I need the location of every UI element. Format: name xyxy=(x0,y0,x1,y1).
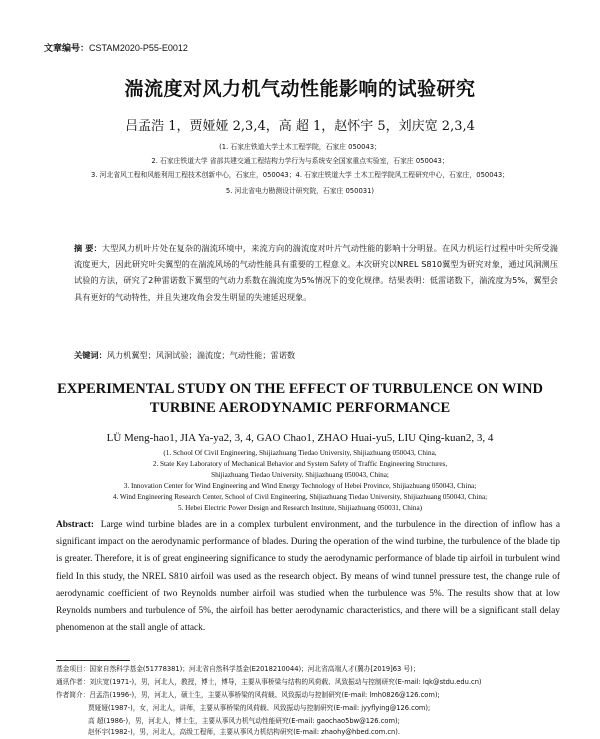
chinese-affiliation: (1. 石家庄铁道大学土木工程学院，石家庄 050043； xyxy=(219,143,381,151)
english-authors: LÜ Meng-hao1, JIA Ya-ya2, 3, 4, GAO Chao1, ZHAO Huai-yu5, LIU Qing-kuan2, 3, 4 xyxy=(106,432,494,444)
chinese-keywords-label: 关键词： xyxy=(74,350,107,360)
footnote-funding: 基金项目：国家自然科学基金(51778381)；河北省自然科学基金(E2018210044)；河北省高端人才(冀办[2019]63 号)； xyxy=(56,665,420,673)
article-number-value: CSTAM2020-P55-E0012 xyxy=(89,43,188,53)
english-abstract-text: Large wind turbine blades are in a complex turbulent environment, and the turbulence in the direction of inflow has a significant impact on the aerodynamic performance of blades. During the operation of the wind turbine, the turbulence of the blade tip is greater. Therefore, it is of great engineering significance to study the aerodynamic performance of blade tip airfoil in turbulent wind field In this study, the NREL S810 airfoil was used as the research object. By means of wind tunnel pressure test, the change rule of aerodynamic coefficient of two Reynolds number airfoil was studied when the turbulence was 5%. The results show that at low Reynolds numbers and turbulence of 5%, the airfoil has better aerodynamic characteristics, and there will be a significant stall delay phenomenon at the stall angle of attack. xyxy=(56,520,561,634)
english-affiliation: 5. Hebei Electric Power Design and Research Institute, Shijiazhuang 050031, China) xyxy=(177,504,423,512)
chinese-abstract-text: 大型风力机叶片处在复杂的湍流环境中，来流方向的湍流度对叶片气动性能的影响十分明显。在风力机运行过程中叶尖所受湍流度更大，因此研究叶尖翼型的在湍流风场的气动性能具有重要的工程意义。本次研究以NREL S810翼型为研究对象，通过风洞测压试验的方法，研究了2种雷诺数下翼型的气动力系数在湍流度为5%情况下的变化规律。结果表明：低雷诺数下，湍流度为5%，翼型会具有更好的气动特性，并且失速攻角会发生明显的失速延迟现象。 xyxy=(74,243,558,302)
english-abstract-label: Abstract: xyxy=(56,520,95,530)
english-affiliation: Shijiazhuang Tiedao University. Shijiazhuang 050043, China; xyxy=(211,471,389,479)
footnote-rule xyxy=(56,660,130,661)
footnote-author-bio: 高 超(1986-)，男，河北人，博士生，主要从事风力机气动性能研究(E-mail: gaochao5bw@126.com); xyxy=(88,717,400,725)
chinese-abstract-label: 摘 要： xyxy=(74,243,102,253)
footnote-corresponding-author: 通讯作者：刘庆宽(1971-)，男，河北人，教授，博士，博导，主要从事桥梁与结构的风荷载、风致振动与控制研究(E-mail: lqk@stdu.edu.cn) xyxy=(56,678,482,686)
chinese-keywords-text: 风力机翼型；风洞试验；湍流度；气动性能；雷诺数 xyxy=(106,350,296,360)
english-affiliation: 4. Wind Engineering Research Center, School of Civil Engineering, Shijiazhuang Tiedao University, Shijiazhuang 050043, China; xyxy=(112,493,488,501)
footnote-author-bio: 赵怀宇(1982-)，男，河北人，高级工程师，主要从事风力机结构研究(E-mail: zhaohy@hbed.com.cn). xyxy=(88,728,401,736)
chinese-affiliation: 3. 河北省风工程和风能利用工程技术创新中心，石家庄，050043；4. 石家庄铁道大学 土木工程学院风工程研究中心，石家庄，050043； xyxy=(91,171,509,179)
chinese-title: 湍流度对风力机气动性能影响的试验研究 xyxy=(124,78,476,100)
footnote-author-bio: 贾娅娅(1987-)，女，河北人，讲师，主要从事桥梁的风荷载、风致振动与控制研究(E-mail: jyyflying@126.com); xyxy=(88,704,431,712)
article-number-label: 文章编号： xyxy=(44,43,90,53)
chinese-keywords xyxy=(74,350,558,361)
english-affiliation: (1. School Of Civil Engineering, Shijiazhuang Tiedao University, Shijiazhuang 050043, China, xyxy=(163,449,437,457)
footnote-author-bio: 作者简介：吕孟浩(1996-)，男，河北人，硕士生，主要从事桥梁的风荷载、风致振动与控制研究(E-mail: lmh0826@126.com); xyxy=(56,691,440,699)
chinese-affiliation: 5. 河北省电力勘测设计研究院，石家庄 050031) xyxy=(225,187,375,195)
english-affiliation: 3. Innovation Center for Wind Engineering and Wind Energy Technology of Hebei Province, Shijiazhuang 050043, China; xyxy=(123,482,477,490)
english-title: EXPERIMENTAL STUDY ON THE EFFECT OF TURBULENCE ON WIND TURBINE AERODYNAMIC PERFORMANCE xyxy=(57,381,543,416)
english-abstract xyxy=(56,517,560,637)
chinese-abstract xyxy=(74,240,558,305)
english-affiliation: 2. State Key Laboratory of Mechanical Behavior and System Safety of Traffic Engineering Structures, xyxy=(152,460,448,468)
chinese-authors: 吕孟浩 1，贾娅娅 2,3,4，高 超 1，赵怀宇 5，刘庆宽 2,3,4 xyxy=(125,119,475,134)
chinese-affiliation: 2. 石家庄铁道大学 省部共建交通工程结构力学行为与系统安全国家重点实验室，石家庄 050043； xyxy=(151,157,449,165)
article-number xyxy=(44,41,188,54)
